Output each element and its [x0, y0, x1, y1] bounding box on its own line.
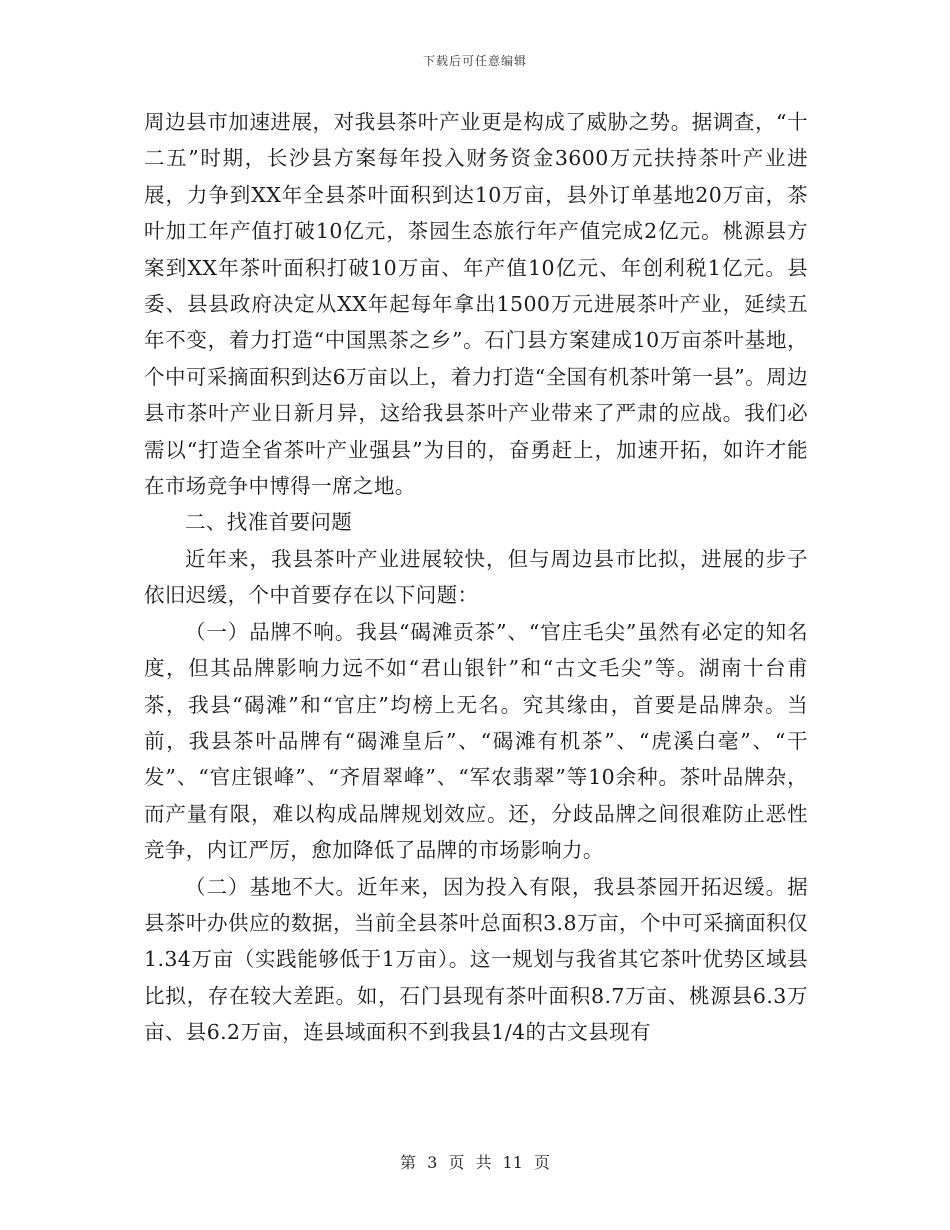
page-header-note: 下载后可任意编辑: [422, 54, 527, 68]
paragraph-brand: （一）品牌不响。我县“碣滩贡茶”、“官庄毛尖”虽然有必定的知名度，但其品牌影响力远不如“君山银针”和“古文毛尖”等。湖南十台甫茶，我县“碣滩”和“官庄”均榜上无名。究其缘由，首要是品牌杂。当前，我县茶叶品牌有“碣滩皇后”、“碣滩有机茶”、“虎溪白毫”、“干发”、“官庄银峰”、“齐眉翠峰”、“军农翡翠”等10余种。茶叶品牌杂，而产量有限，难以构成品牌规划效应。还，分歧品牌之间很难防止恶性竞争，内讧严厉，愈加降低了品牌的市场影响力。: [144, 619, 808, 863]
document-body: [144, 104, 808, 1051]
paragraph-2: 近年来，我县茶叶产业进展较快，但与周边县市比拟，进展的步子依旧迟缓，个中首要存在以下问题：: [144, 546, 808, 608]
paragraph-1: 周边县市加速进展，对我县茶叶产业更是构成了威胁之势。据调查，“十二五”时期，长沙县方案每年投入财务资金3600万元扶持茶叶产业进展，力争到XX年全县茶叶面积到达10万亩，县外订单基地20万亩，茶叶加工年产值打破10亿元，茶园生态旅行年产值完成2亿元。桃源县方案到XX年茶叶面积打破10万亩、年产值10亿元、年创利税1亿元。县委、县县政府决定从XX年起每年拿出1500万元进展茶叶产业，延续五年不变，着力打造“中国黑茶之乡”。石门县方案建成10万亩茶叶基地，个中可采摘面积到达6万亩以上，着力打造“全国有机茶叶第一县”。周边县市茶叶产业日新月异，这给我县茶叶产业带来了严肃的应战。我们必需以“打造全省茶叶产业强县”为目的，奋勇赶上，加速开拓，如许才能在市场竞争中博得一席之地。: [144, 110, 808, 499]
section-heading-2: 二、找准首要问题: [185, 510, 353, 535]
paragraph-base: （二）基地不大。近年来，因为投入有限，我县茶园开拓迟缓。据县茶叶办供应的数据，当前全县茶叶总面积3.8万亩，个中可采摘面积仅1.34万亩（实践能够低于1万亩）。这一规划与我省其它茶叶优势区域县比拟，存在较大差距。如，石门县现有茶叶面积8.7万亩、桃源县6.3万亩、县6.2万亩，连县域面积不到我县1/4的古文县现有: [144, 874, 808, 1045]
page-number: 第 3 页 共 11 页: [400, 1153, 550, 1172]
